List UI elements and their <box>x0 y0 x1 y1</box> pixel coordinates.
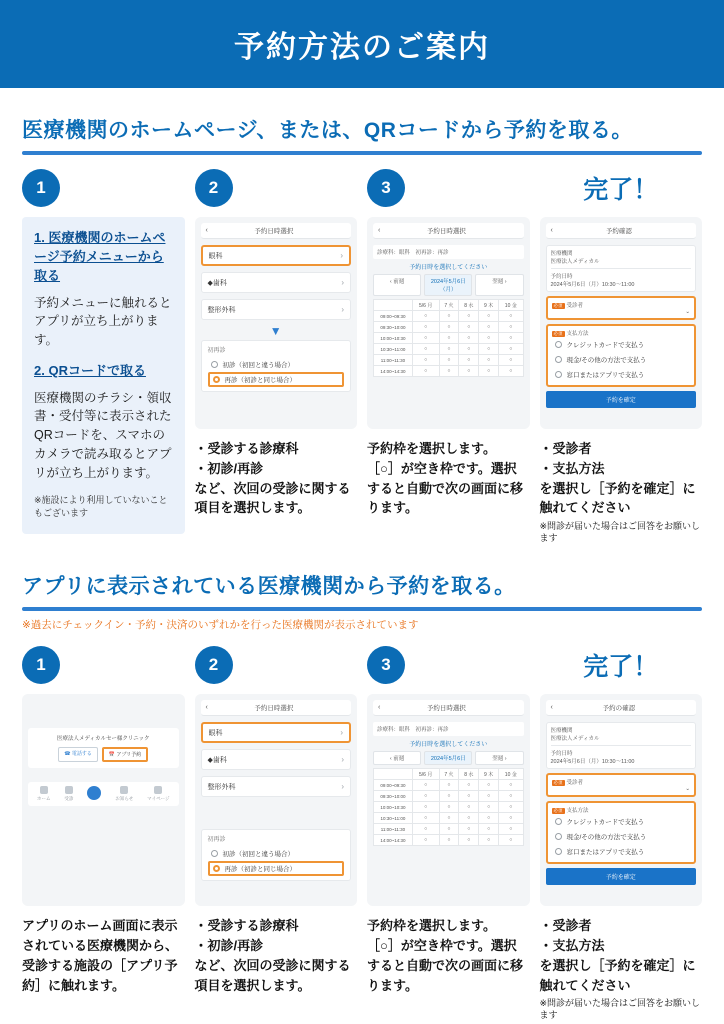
department-row-3-label: 整形外科 <box>207 306 236 314</box>
slot-cell[interactable]: ○ <box>459 780 479 791</box>
chevron-right-icon: › <box>341 782 344 792</box>
phone-mock-calendar <box>367 694 530 906</box>
required-badge: 必須 <box>553 780 563 786</box>
day-header-4: 10 金 <box>499 300 523 311</box>
department-row-2-label: ◆歯科 <box>207 756 227 764</box>
chevron-right-icon: › <box>340 728 343 738</box>
tab-visit[interactable]: 受診 <box>64 786 73 802</box>
col1-note-2: ※施設により利用していないこともございます <box>34 495 168 518</box>
payment-block[interactable] <box>546 801 697 864</box>
day-header-3: 9 木 <box>479 769 499 780</box>
payment-option-3[interactable] <box>552 367 691 382</box>
col1-heading-2: 2. QRコードで取る <box>34 362 146 378</box>
col1-body-2: 医療機関のチラシ・領収書・受付等に表示されたQRコードを、スマホのカメラで読み取るとアプリが立ち上がります。 <box>34 390 172 480</box>
slot-cell[interactable]: ○ <box>439 333 459 344</box>
slot-cell[interactable]: ○ <box>499 780 523 791</box>
slot-cell[interactable]: ○ <box>412 322 439 333</box>
day-header-4: 10 金 <box>499 769 523 780</box>
clinic-label: 医療機関 <box>550 728 573 735</box>
section1-col2-caption: ・受診する診療科 ・初診/再診 など、次回の受診に関する項目を選択します。 <box>194 441 351 516</box>
current-week-label: 2024年5月6日 <box>424 751 472 765</box>
payment-option-3[interactable] <box>552 844 691 859</box>
section2-col1-caption: アプリのホーム画面に表示されている医療機関から、受診する施設の［アプリ予約］に触れます。 <box>22 918 179 993</box>
clinic-card <box>28 728 179 768</box>
chevron-right-icon: › <box>341 305 344 314</box>
payment-block[interactable] <box>546 324 697 387</box>
patient-label: 受診者 <box>566 780 584 787</box>
phone-navbar <box>546 700 697 716</box>
section2-title-wrap <box>22 570 702 632</box>
chevron-down-icon: ⌄ <box>685 786 690 793</box>
calendar-info: 診療科：眼科 初再診：再診 <box>373 722 524 736</box>
call-button[interactable]: ☎ 電話する <box>58 747 98 762</box>
slot-cell[interactable]: ○ <box>479 344 499 355</box>
slot-cell[interactable]: ○ <box>412 791 439 802</box>
visit-type-box <box>201 340 352 392</box>
tab-bar <box>28 782 179 806</box>
prev-week-button[interactable]: ‹ 前週 <box>373 274 421 296</box>
visit-type-label: 初再診 <box>207 348 226 354</box>
slot-cell[interactable]: ○ <box>412 802 439 813</box>
phone-navbar <box>201 223 352 239</box>
table-row <box>374 780 524 791</box>
next-week-button[interactable]: 翌週 › <box>475 274 523 296</box>
slot-cell[interactable]: ○ <box>459 824 479 835</box>
required-badge: 必須 <box>553 808 563 814</box>
phone-nav-title: 予約日時選択 <box>254 228 294 235</box>
section-app-clinic <box>0 570 724 1021</box>
slot-cell[interactable]: ○ <box>499 333 523 344</box>
slot-cell[interactable]: ○ <box>499 355 523 366</box>
radio-icon <box>211 850 218 857</box>
slot-cell[interactable]: ○ <box>439 780 459 791</box>
section1-col1-panel <box>22 217 185 534</box>
table-row <box>374 311 524 322</box>
tab-notice[interactable]: お知らせ <box>115 786 133 802</box>
col1-body-1: 予約メニューに触れるとアプリが立ち上がります。 <box>34 295 172 348</box>
slot-cell[interactable]: ○ <box>459 366 479 377</box>
payment-option-3-label: 窓口またはアプリで支払う <box>566 849 645 857</box>
app-reservation-button[interactable]: 📅 アプリ予約 <box>102 747 148 762</box>
payment-option-3-label: 窓口またはアプリで支払う <box>566 372 645 379</box>
slot-time-0: 09:00~09:30 <box>374 311 413 322</box>
slot-time-3: 10:30~11:00 <box>374 813 413 824</box>
slot-cell[interactable]: ○ <box>439 322 459 333</box>
arrow-down-icon: ▼ <box>269 324 282 338</box>
back-icon[interactable]: ‹ <box>378 227 381 234</box>
table-row <box>374 344 524 355</box>
slot-cell[interactable]: ○ <box>499 322 523 333</box>
chevron-right-icon: › <box>340 251 343 260</box>
slot-time-3: 10:30~11:00 <box>374 344 413 355</box>
department-row-2[interactable] <box>201 272 352 293</box>
bell-icon <box>120 786 128 794</box>
chevron-right-icon: › <box>341 278 344 287</box>
slot-cell[interactable]: ○ <box>479 780 499 791</box>
day-header-0: 5/6 月 <box>412 769 439 780</box>
page-title: 予約方法のご案内 <box>234 31 490 64</box>
table-row <box>374 366 524 377</box>
patient-select[interactable] <box>552 786 691 792</box>
step-badge-done: 完了！ <box>583 653 659 682</box>
clinic-block <box>546 722 697 769</box>
col1-heading-1: 1. 医療機関のホームページ予約メニューから取る <box>34 230 166 283</box>
slot-time-1: 09:30~10:00 <box>374 322 413 333</box>
day-header-1: 7 火 <box>439 300 459 311</box>
slot-time-4: 11:00~11:30 <box>374 355 413 366</box>
visit-type-option-first-label: 初診（初回と違う場合） <box>222 362 294 369</box>
slot-cell[interactable]: ○ <box>439 366 459 377</box>
slot-cell[interactable]: ○ <box>479 813 499 824</box>
section2-col4-caption: ・受診者 ・支払方法 を選択し［予約を確定］に触れてください <box>539 918 696 993</box>
slot-time-header <box>374 300 413 311</box>
radio-icon-selected <box>213 376 220 383</box>
slot-cell[interactable]: ○ <box>439 824 459 835</box>
visit-type-option-first-label: 初診（初回と違う場合） <box>222 851 294 859</box>
phone-navbar <box>546 223 697 239</box>
slot-cell[interactable]: ○ <box>439 311 459 322</box>
calendar-week-nav <box>373 751 524 765</box>
slot-cell[interactable]: ○ <box>479 824 499 835</box>
calendar-info: 診療科：眼科 初再診：再診 <box>373 245 524 259</box>
payment-option-1[interactable] <box>552 337 691 352</box>
section1-col4-caption: ・受診者 ・支払方法 を選択し［予約を確定］に触れてください <box>539 441 696 516</box>
slot-cell[interactable]: ○ <box>479 802 499 813</box>
hospital-icon <box>65 786 73 794</box>
slot-time-2: 10:00~10:30 <box>374 333 413 344</box>
visit-type-box <box>201 829 352 881</box>
section2-columns <box>22 646 702 1021</box>
slot-table-header-row <box>374 300 524 311</box>
slot-cell[interactable]: ○ <box>479 333 499 344</box>
slot-time-2: 10:00~10:30 <box>374 802 413 813</box>
phone-navbar <box>201 700 352 716</box>
slot-cell[interactable]: ○ <box>412 355 439 366</box>
section1-underline <box>22 151 702 155</box>
table-row <box>374 355 524 366</box>
slot-cell[interactable]: ○ <box>439 344 459 355</box>
datetime-value: 2024年5月6日（月）10:30～11:00 <box>550 282 635 288</box>
section2-col1 <box>22 646 185 1021</box>
section1-col1 <box>22 169 185 544</box>
slot-cell[interactable]: ○ <box>412 366 439 377</box>
home-icon <box>40 786 48 794</box>
step-badge-2: 2 <box>195 646 233 684</box>
section1-columns <box>22 169 702 544</box>
slot-cell[interactable]: ○ <box>412 311 439 322</box>
calendar-subtitle: 予約日時を選択してください <box>409 742 488 749</box>
back-icon[interactable]: ‹ <box>378 704 381 712</box>
slot-cell[interactable]: ○ <box>439 355 459 366</box>
clinic-name: 医療法人メディカル <box>550 736 600 743</box>
slot-cell[interactable]: ○ <box>499 835 523 846</box>
phone-nav-title: 予約日時選択 <box>254 705 294 713</box>
tab-home[interactable]: ホーム <box>37 786 51 802</box>
slot-cell[interactable]: ○ <box>479 835 499 846</box>
table-row <box>374 791 524 802</box>
slot-cell[interactable]: ○ <box>479 311 499 322</box>
visit-type-option-repeat-label: 再診（初診と同じ場合） <box>224 377 296 384</box>
department-row-2[interactable] <box>201 749 352 770</box>
phone-nav-title: 予約日時選択 <box>426 705 466 713</box>
visit-type-label: 初再診 <box>207 837 226 844</box>
department-row-3-label: 整形外科 <box>207 783 236 791</box>
slot-cell[interactable]: ○ <box>439 813 459 824</box>
step-badge-3: 3 <box>367 169 405 207</box>
calendar-week-nav <box>373 274 524 296</box>
back-icon[interactable]: ‹ <box>550 227 553 234</box>
table-row <box>374 835 524 846</box>
visit-type-option-repeat[interactable] <box>208 861 345 876</box>
payment-option-1[interactable] <box>552 814 691 829</box>
slot-cell[interactable]: ○ <box>459 813 479 824</box>
phone-mock-confirm <box>540 694 703 906</box>
section2-col4 <box>540 646 703 1021</box>
phone-mock-calendar <box>367 217 530 429</box>
phone-nav-title: 予約確認 <box>605 228 632 235</box>
slot-time-5: 14:00~14:30 <box>374 366 413 377</box>
radio-icon <box>555 341 562 348</box>
patient-select-block[interactable] <box>546 296 697 320</box>
datetime-label: 予約日時 <box>550 751 573 758</box>
section2-col3 <box>367 646 530 1021</box>
slot-cell[interactable]: ○ <box>412 333 439 344</box>
person-icon <box>154 786 162 794</box>
payment-option-2[interactable] <box>552 829 691 844</box>
slot-cell[interactable]: ○ <box>459 802 479 813</box>
clinic-block <box>546 245 697 292</box>
slot-cell[interactable]: ○ <box>412 835 439 846</box>
slot-cell[interactable]: ○ <box>479 355 499 366</box>
back-icon[interactable]: ‹ <box>205 227 208 234</box>
back-icon[interactable]: ‹ <box>205 704 208 712</box>
back-icon[interactable]: ‹ <box>550 704 553 712</box>
required-badge: 必須 <box>553 331 563 336</box>
radio-icon <box>555 848 562 855</box>
slot-table <box>373 768 524 846</box>
slot-cell[interactable]: ○ <box>479 322 499 333</box>
slot-cell[interactable]: ○ <box>412 780 439 791</box>
prev-week-button[interactable]: ‹ 前週 <box>373 751 421 765</box>
tab-mypage[interactable]: マイページ <box>147 786 169 802</box>
table-row <box>374 802 524 813</box>
department-row-1-label: 眼科 <box>208 252 223 260</box>
divider <box>551 745 692 746</box>
clinic-card-buttons <box>34 747 173 762</box>
page-header <box>0 0 724 88</box>
section1-col4-note: ※問診が届いた場合はご回答をお願いします <box>539 521 701 544</box>
section1-col4 <box>540 169 703 544</box>
phone-mock-department-select <box>195 694 358 906</box>
slot-table <box>373 299 524 377</box>
section2-underline <box>22 607 702 611</box>
visit-type-option-first[interactable] <box>208 846 345 861</box>
radio-icon-selected <box>213 865 220 872</box>
section1-col3 <box>367 169 530 544</box>
slot-time-0: 09:00~09:30 <box>374 780 413 791</box>
slot-cell[interactable]: ○ <box>412 824 439 835</box>
slot-cell[interactable]: ○ <box>439 791 459 802</box>
required-badge: 必須 <box>553 303 563 308</box>
department-row-1[interactable] <box>201 722 352 743</box>
department-row-2-label: ◆歯科 <box>207 279 227 287</box>
slot-cell[interactable]: ○ <box>439 802 459 813</box>
section1-title-wrap <box>22 114 702 155</box>
slot-time-5: 14:00~14:30 <box>374 835 413 846</box>
phone-nav-title: 予約日時選択 <box>426 228 466 235</box>
divider <box>551 268 692 269</box>
day-header-1: 7 火 <box>439 769 459 780</box>
payment-option-2[interactable] <box>552 352 691 367</box>
datetime-value: 2024年5月6日（月）10:30～11:00 <box>550 759 635 766</box>
clinic-name: 医療法人メディカル <box>550 259 600 265</box>
next-week-button[interactable]: 翌週 › <box>475 751 523 765</box>
patient-label: 受診者 <box>566 303 584 309</box>
phone-navbar <box>373 700 524 716</box>
current-week-label: 2024年5月6日（月） <box>424 274 472 296</box>
confirm-reservation-button[interactable]: 予約を確定 <box>546 868 697 885</box>
confirm-reservation-button[interactable]: 予約を確定 <box>546 391 697 408</box>
step-badge-2: 2 <box>195 169 233 207</box>
section2-col2 <box>195 646 358 1021</box>
department-row-1[interactable] <box>201 245 352 266</box>
phone-nav-title: 予約の確認 <box>602 705 636 713</box>
section2-note: ※過去にチェックイン・予約・決済のいずれかを行った医療機関が表示されています <box>22 619 419 632</box>
visit-type-option-repeat-label: 再診（初診と同じ場合） <box>224 866 296 874</box>
slot-time-4: 11:00~11:30 <box>374 824 413 835</box>
section2-col4-note: ※問診が届いた場合はご回答をお願いします <box>539 998 701 1021</box>
section-website-qr <box>0 114 724 544</box>
slot-cell[interactable]: ○ <box>459 311 479 322</box>
slot-cell[interactable]: ○ <box>459 355 479 366</box>
day-header-3: 9 木 <box>479 300 499 311</box>
slot-cell[interactable]: ○ <box>479 366 499 377</box>
payment-label: 支払方法 <box>566 331 589 337</box>
slot-cell[interactable]: ○ <box>439 835 459 846</box>
table-row <box>374 813 524 824</box>
step-badge-1: 1 <box>22 169 60 207</box>
slot-cell[interactable]: ○ <box>479 791 499 802</box>
section1-title: 医療機関のホームページ、または、QRコードから予約を取る。 <box>22 119 633 142</box>
visit-type-option-repeat[interactable] <box>208 372 345 387</box>
slot-time-header <box>374 769 413 780</box>
clinic-label: 医療機関 <box>550 251 573 257</box>
section1-col3-caption: 予約枠を選択します。 ［○］が空き枠です。選択すると自動で次の画面に移ります。 <box>367 441 524 516</box>
slot-cell[interactable]: ○ <box>459 322 479 333</box>
payment-option-1-label: クレジットカードで支払う <box>566 819 645 827</box>
slot-time-1: 09:30~10:00 <box>374 791 413 802</box>
patient-select[interactable] <box>552 309 691 315</box>
slot-cell[interactable]: ○ <box>412 813 439 824</box>
phone-navbar <box>373 223 524 239</box>
section2-col3-caption: 予約枠を選択します。 ［○］が空き枠です。選択すると自動で次の画面に移ります。 <box>367 918 524 993</box>
department-row-1-label: 眼科 <box>208 729 223 737</box>
slot-cell[interactable]: ○ <box>499 344 523 355</box>
calendar-subtitle: 予約日時を選択してください <box>409 265 488 271</box>
payment-option-1-label: クレジットカードで支払う <box>566 342 645 349</box>
step-badge-done: 完了！ <box>583 176 659 204</box>
table-row <box>374 824 524 835</box>
slot-cell[interactable]: ○ <box>499 802 523 813</box>
step-badge-3: 3 <box>367 646 405 684</box>
slot-cell[interactable]: ○ <box>459 835 479 846</box>
patient-select-block[interactable] <box>546 773 697 797</box>
section2-col2-caption: ・受診する診療科 ・初診/再診 など、次回の受診に関する項目を選択します。 <box>194 918 351 993</box>
section1-col2 <box>195 169 358 544</box>
chevron-right-icon: › <box>341 755 344 765</box>
qr-icon <box>87 786 101 800</box>
step-badge-1: 1 <box>22 646 60 684</box>
department-row-3[interactable] <box>201 299 352 320</box>
section2-title: アプリに表示されている医療機関から予約を取る。 <box>22 575 516 599</box>
table-row <box>374 333 524 344</box>
slot-cell[interactable]: ○ <box>459 344 479 355</box>
slot-cell[interactable]: ○ <box>459 333 479 344</box>
slot-cell[interactable]: ○ <box>499 791 523 802</box>
radio-icon <box>555 356 562 363</box>
payment-label: 支払方法 <box>566 808 589 815</box>
radio-icon <box>555 371 562 378</box>
slot-cell[interactable]: ○ <box>499 366 523 377</box>
slot-table-header-row <box>374 769 524 780</box>
day-header-2: 8 水 <box>459 300 479 311</box>
chevron-down-icon: ⌄ <box>685 309 690 315</box>
payment-option-2-label: 現金/その他の方法で支払う <box>566 834 647 842</box>
payment-option-2-label: 現金/その他の方法で支払う <box>566 357 647 364</box>
day-header-2: 8 水 <box>459 769 479 780</box>
radio-icon <box>555 833 562 840</box>
tab-qr[interactable] <box>87 786 101 802</box>
clinic-name: 医療法人メディカルセー様クリニック <box>56 736 150 743</box>
slot-cell[interactable]: ○ <box>499 824 523 835</box>
visit-type-option-first[interactable] <box>208 357 345 372</box>
slot-cell[interactable]: ○ <box>499 311 523 322</box>
phone-mock-home <box>22 694 185 906</box>
slot-cell[interactable]: ○ <box>499 813 523 824</box>
radio-icon <box>555 818 562 825</box>
table-row <box>374 322 524 333</box>
slot-cell[interactable]: ○ <box>459 791 479 802</box>
phone-mock-department-select <box>195 217 358 429</box>
department-row-3[interactable] <box>201 776 352 797</box>
slot-cell[interactable]: ○ <box>412 344 439 355</box>
radio-icon <box>211 361 218 368</box>
datetime-label: 予約日時 <box>550 274 573 280</box>
phone-mock-confirm <box>540 217 703 429</box>
day-header-0: 5/6 月 <box>412 300 439 311</box>
